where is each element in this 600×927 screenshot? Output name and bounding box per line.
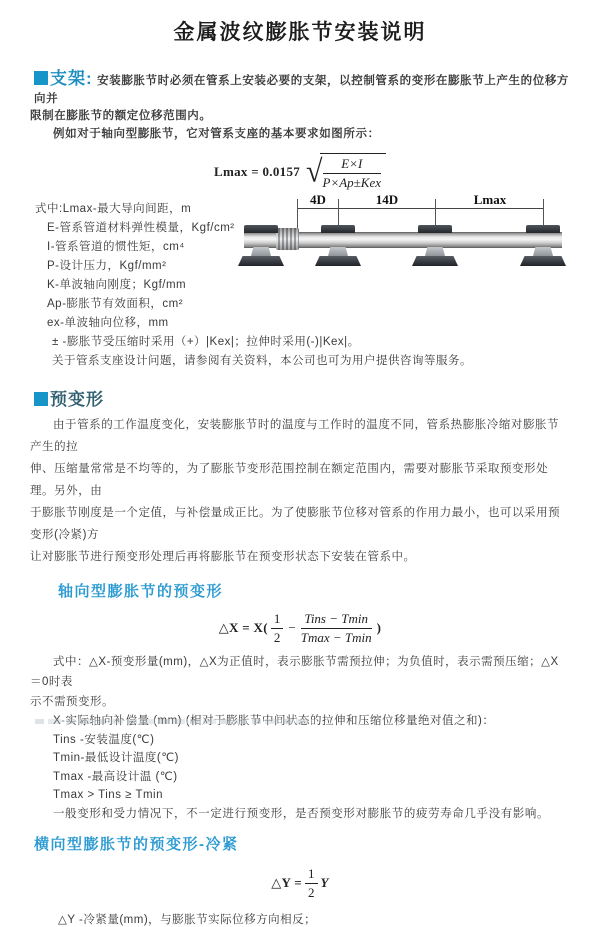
formula-lateral	[30, 866, 570, 902]
support-heading-label: 支架:	[50, 69, 93, 88]
formula-lmax	[30, 153, 570, 192]
formula-axial-minus: −	[288, 620, 296, 636]
pipe-support	[238, 193, 284, 277]
formula-lmax-root	[320, 153, 387, 192]
formula-axial-temp-fraction: $\frac{\text{Tins − Tmin}}{Tmax - Tmin}$	[300, 610, 372, 645]
axial-note: 一般变形和受力情况下，不一定进行预变形，是否预变形对膨胀节的疲劳寿命几乎没有影响。	[53, 807, 550, 820]
formula-lmax-lhs: Lmax = 0.0157	[213, 164, 301, 180]
pipe-support	[520, 193, 566, 277]
support-example-line: 例如对于轴向型膨胀节，它对管系支座的基本要求如图所示：	[53, 128, 380, 140]
definition-line: 关于管系支座设计问题，请参阅有关资料，本公司也可为用户提供咨询等服务。	[52, 354, 472, 367]
axial-item: X-实际轴向补偿量 (mm) (相对于膨胀节中间状态的拉伸和压缩位移量绝对值之和)：	[53, 715, 495, 727]
formula-lateral-rhs: Y	[320, 875, 329, 891]
definition-line: K-单波轴向刚度；Kgf/mm	[47, 278, 187, 291]
section-support-heading	[34, 64, 570, 107]
definition-line: ± -膨胀节受压缩时采用（+）|Kex|；拉伸时采用(-)|Kex|。	[52, 335, 360, 348]
support-intro-line1: 安装膨胀节时必须在管系上安装必要的支架，以控制管系的变形在膨胀节上产生的位移方向并	[34, 75, 570, 105]
formula-lateral-half: $\frac{1}{2}$	[305, 866, 318, 902]
pipe-support	[315, 193, 361, 277]
formula-axial-close: )	[376, 620, 382, 636]
paragraph-line: 让对膨胀节进行预变形处理后再将膨胀节在预变形状态下安装在管系中。	[30, 550, 416, 563]
formula-lmax-denominator: P×Ap±Kex	[322, 175, 382, 191]
support-intro-line2: 限制在膨胀节的额定位移范围内。	[30, 110, 212, 122]
definition-line: ex-单波轴向位移，mm	[47, 316, 169, 329]
formula-axial	[30, 611, 570, 647]
axial-item: Tmax > Tins ≥ Tmin	[53, 789, 163, 801]
definition-line: 式中:Lmax-最大导向间距，m	[35, 202, 192, 215]
pipe-support	[412, 193, 458, 277]
definition-line: Ap-膨胀节有效面积，cm²	[47, 297, 184, 310]
preform-heading-label: 预变形	[50, 389, 104, 409]
formula-axial-half: $\frac{1}{2}$	[271, 611, 284, 647]
paragraph-line: 伸、压缩量常常是不均等的，为了膨胀节变形范围控制在额定范围内，需要对膨胀节采取预变形处理。另外，由	[30, 462, 549, 497]
axial-subheading: 轴向型膨胀节的预变形	[58, 582, 224, 600]
axial-desc-line1: 式中：△X-预变形量(mm)，△X为正值时，表示膨胀节需预拉伸；为负值时，表示需预压缩；△X＝0时表	[30, 656, 559, 688]
dim-label-lmax: Lmax	[471, 193, 510, 206]
dim-label-4d: 4D	[307, 193, 329, 206]
paragraph-line: 于膨胀节刚度是一个定值，与补偿量成正比。为了使膨胀节位移对管系的作用力最小，也可以采用预变形(冷紧)方	[30, 506, 561, 541]
section-marker-icon	[34, 392, 48, 406]
radical-sign: √	[306, 154, 323, 190]
axial-item: Tins -安装温度(℃)	[53, 733, 155, 746]
axial-item: Tmax -最高设计温 (℃)	[53, 770, 178, 783]
paragraph-line: 由于管系的工作温度变化，安装膨胀节时的温度与工作时的温度不同，管系热膨胀冷缩对膨胀节产生的拉	[30, 418, 560, 453]
section-preform-heading	[34, 385, 570, 410]
axial-desc-line2: 示不需预变形。	[30, 696, 114, 708]
definition-line: P-设计压力，Kgf/mm²	[47, 259, 167, 272]
lateral-subheading: 横向型膨胀节的预变形-冷紧	[34, 835, 239, 853]
lateral-desc: △Y -冷紧量(mm)，与膨胀节实际位移方向相反；	[58, 914, 317, 926]
axial-items-list	[53, 712, 570, 805]
preform-paragraph	[30, 414, 570, 568]
cropped-text-remnant	[35, 719, 315, 724]
section-marker-icon	[34, 71, 48, 85]
formula-lateral-lhs: △Y =	[271, 875, 302, 891]
axial-item: Tmin-最低设计温度(℃)	[53, 752, 179, 764]
definition-line: E-管系管道材料弹性模量，Kgf/cm²	[47, 221, 235, 234]
page-title: 金属波纹膨胀节安装说明	[173, 21, 427, 44]
dim-label-14d: 14D	[373, 193, 401, 206]
pipe-support-diagram	[240, 193, 596, 277]
formula-lmax-numerator: E×I	[323, 156, 382, 174]
definition-line: I-管系管道的惯性矩，cm⁴	[47, 240, 185, 253]
formula-axial-lhs: △X = X(	[218, 620, 268, 636]
